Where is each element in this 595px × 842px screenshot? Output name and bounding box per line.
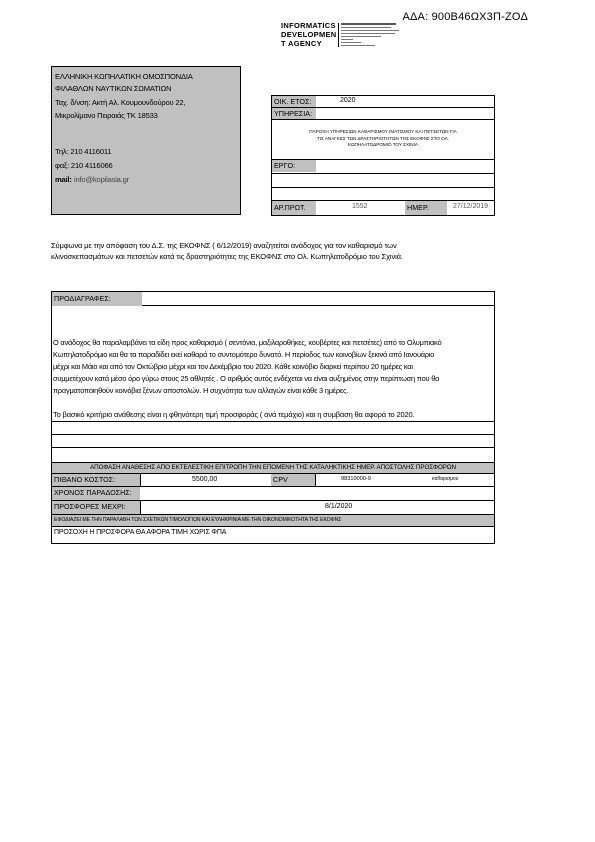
- org-phone: Τηλ: 210 4116011: [55, 147, 112, 156]
- logo-fine-print: [341, 22, 399, 46]
- logo-word-2: DEVELOPMEN: [281, 30, 337, 39]
- requirements-bar: ΕΦΟΔΙΑΖΕΙ ΜΕ ΤΗΝ ΠΑΡΑΛΑΒΗ ΤΩΝ ΣΧΕΤΙΚΩΝ ΤΙΜΟΛΟΓΙΩΝ ΚΑΙ ΕΥΛΗΚΡΙΝΙΑ ΜΕ ΤΗΝ ΟΙΚΟΝΟΜΙΚΟΤΗΤΑ ΤΗΣ ΕΚΟΦΝΣ: [52, 515, 494, 526]
- specs-rule: [52, 447, 494, 448]
- delivery-label: ΧΡΟΝΟΣ ΠΑΡΑΔΟΣΗΣ:: [52, 487, 140, 500]
- cpv-description: καθαρισμού: [432, 476, 459, 482]
- intro-line2: κλινοσκεπασμάτων και πετσετών κατά τις δραστηριότητες της ΕΚΟΦΝΣ στο Ολ. Κωπηλατοδρόμιο του Σχινιά.: [51, 252, 403, 261]
- ypiresia-description: [272, 129, 494, 149]
- org-address-line1: Ταχ. δ/νση: Ακτή Αλ. Κουμουνδούρου 22,: [55, 98, 186, 107]
- ypiresia-line2: ΤΙΣ ΑΝΑΓΚΕΣ ΤΩΝ ΔΡΑΣΤΗΡΙΟΤΗΤΩΝ ΤΗΣ ΕΚΟΦΝΣ ΣΤΟ ΟΛ.: [316, 135, 450, 141]
- org-name-line2: ΦΙΛΑΘΛΩΝ ΝΑΥΤΙΚΩΝ ΣΩΜΑΤΙΩΝ: [55, 84, 172, 93]
- protocol-form-box: [271, 95, 495, 216]
- ada-number: ΑΔΑ: 900Β46ΩΧ3Π-ΖΟΔ: [402, 11, 528, 23]
- specs-line4: συμμετέχουν κατά μέσο όρο γύρω στους 25 αθλητές . Ο αριθμός αυτός ενδέχεται να είναι αυξημένος στην περίπτωση που θα: [53, 374, 440, 383]
- imer-label: ΗΜΕΡ.: [405, 201, 447, 215]
- decision-rule: [52, 462, 494, 463]
- ergo-label: ΕΡΓΟ:: [272, 160, 316, 172]
- org-mail-value: info@kopilasia.gr: [74, 175, 129, 184]
- vat-note: ΠΡΟΣΟΧΗ Η ΠΡΟΣΦΟΡΑ ΘΑ ΑΦΟΡΑ ΤΙΜΗ ΧΩΡΙΣ ΦΠΑ: [54, 529, 227, 536]
- form-rule: [272, 173, 494, 174]
- offers-divider: [140, 501, 141, 514]
- specs-paragraph: [53, 337, 495, 397]
- ypiresia-label: ΥΠΗΡΕΣΙΑ:: [272, 108, 316, 119]
- org-address-line2: Μικρολίμανο Πειραιάς ΤΚ 18533: [55, 111, 158, 120]
- org-name-line1: ΕΛΛΗΝΙΚΗ ΚΩΠΗΛΑΤΙΚΗ ΟΜΟΣΠΟΝΔΙΑ: [55, 72, 193, 81]
- specs-rule: [52, 434, 494, 435]
- form-rule: [272, 187, 494, 188]
- org-mail-label: mail:: [55, 175, 72, 184]
- ypiresia-line1: ΠΑΡΟΧΗ ΥΠΗΡΕΣΙΩΝ ΚΑΘΑΡΙΣΜΟΥ ΙΜΑΤΙΣΜΟΥ ΚΑΙ ΠΕΤΣΕΤΩΝ ΓΙΑ: [309, 129, 457, 134]
- specs-line5: πραγματοποιηθούν κοινόβια ξένων αποστολών. Η συχνότητα των αλλαγών είναι κάθε 3 ημέρες.: [53, 386, 349, 395]
- award-criterion: Το βασικό κριτήριο ανάθεσης είναι η φθηνότερη τιμή προσφοράς ( ανά τεμάχιο) και η συμβαση θα αφορά το 2020.: [53, 410, 415, 419]
- ar-prot-label: ΑΡ.ΠΡΩΤ.: [272, 201, 316, 215]
- cpv-divider: [315, 474, 316, 486]
- ypiresia-line3: ΚΩΠΗΛΑΤΟΔΡΟΜΙΟ ΤΟΥ ΣΧΙΝΙΑ: [348, 142, 418, 147]
- offers-value: 8/1/2020: [325, 503, 353, 510]
- oik-etos-value: 2020: [340, 97, 356, 104]
- oik-etos-label: ΟΙΚ. ΕΤΟΣ:: [272, 96, 316, 107]
- cpv-label: CPV: [271, 474, 315, 486]
- logo-divider: [338, 23, 339, 47]
- cpv-value: 98310000-9: [341, 476, 371, 482]
- specifications-box: [51, 291, 495, 544]
- offers-label: ΠΡΟΣΦΟΡΕΣ ΜΕΧΡΙ:: [52, 501, 140, 514]
- ar-prot-value: 1552: [352, 203, 368, 210]
- decision-rule: [52, 526, 494, 527]
- org-fax: φαξ: 210 4116066: [55, 161, 113, 170]
- specs-rule: [52, 421, 494, 422]
- specs-rule: [142, 305, 494, 306]
- cost-label: ΠΙΘΑΝΟ ΚΟΣΤΟΣ:: [52, 474, 140, 486]
- intro-line1: Σύμφωνα με την απόφαση του Δ.Σ. της ΕΚΟΦΝΣ ( 6/12/2019) αναζητείται ανάδοχος για τον καθαρισμό των: [51, 241, 397, 250]
- logo-word-1: INFORMATICS: [281, 21, 336, 30]
- decision-bar: ΑΠΟΦΑΣΗ ΑΝΑΘΕΣΗΣ ΑΠΟ ΕΚΤΕΛΕΣΤΙΚΗ ΕΠΙΤΡΟΠΗ ΤΗΝ ΕΠΟΜΕΝΗ ΤΗΣ ΚΑΤΑΛΗΚΤΙΚΗΣ ΗΜΕΡ. ΑΠΟΣΤΟΛΗΣ ΠΡΟΣΦΟΡΩΝ: [52, 462, 494, 473]
- specs-line2: Κωπηλατοδρόμιο και θα τα παραδίδει εκεί καθαρά το συντομότερο δυνατό. Η περίοδος των κοινοβίων ξεκινά από Ιανουάριο: [53, 350, 435, 359]
- organization-info-box: [51, 66, 241, 215]
- form-rule: [272, 119, 494, 120]
- intro-paragraph: [51, 240, 501, 262]
- logo-word-3: T AGENCY: [281, 39, 322, 48]
- specs-label: ΠΡΟΔΙΑΓΡΑΦΕΣ:: [52, 292, 142, 306]
- specs-line3: μέχρι και Μάιο και από τον Οκτώβριο μέχρι και τον Δεκέμβριο του 2020. Κάθε κοινόβιο διαρκεί περίπου 20 ημέρες και: [53, 362, 413, 371]
- imer-value: 27/12/2019: [453, 203, 489, 210]
- cost-value: 5500,00: [192, 476, 218, 483]
- cost-divider: [140, 474, 141, 486]
- specs-line1: Ο ανάδοχος θα παραλαμβάνει τα είδη προς καθαρισμό ( σεντόνια, μαξιλαροθήκες, κουβέρτες και πετσέτες) από το Ολυμπιακό: [53, 338, 442, 347]
